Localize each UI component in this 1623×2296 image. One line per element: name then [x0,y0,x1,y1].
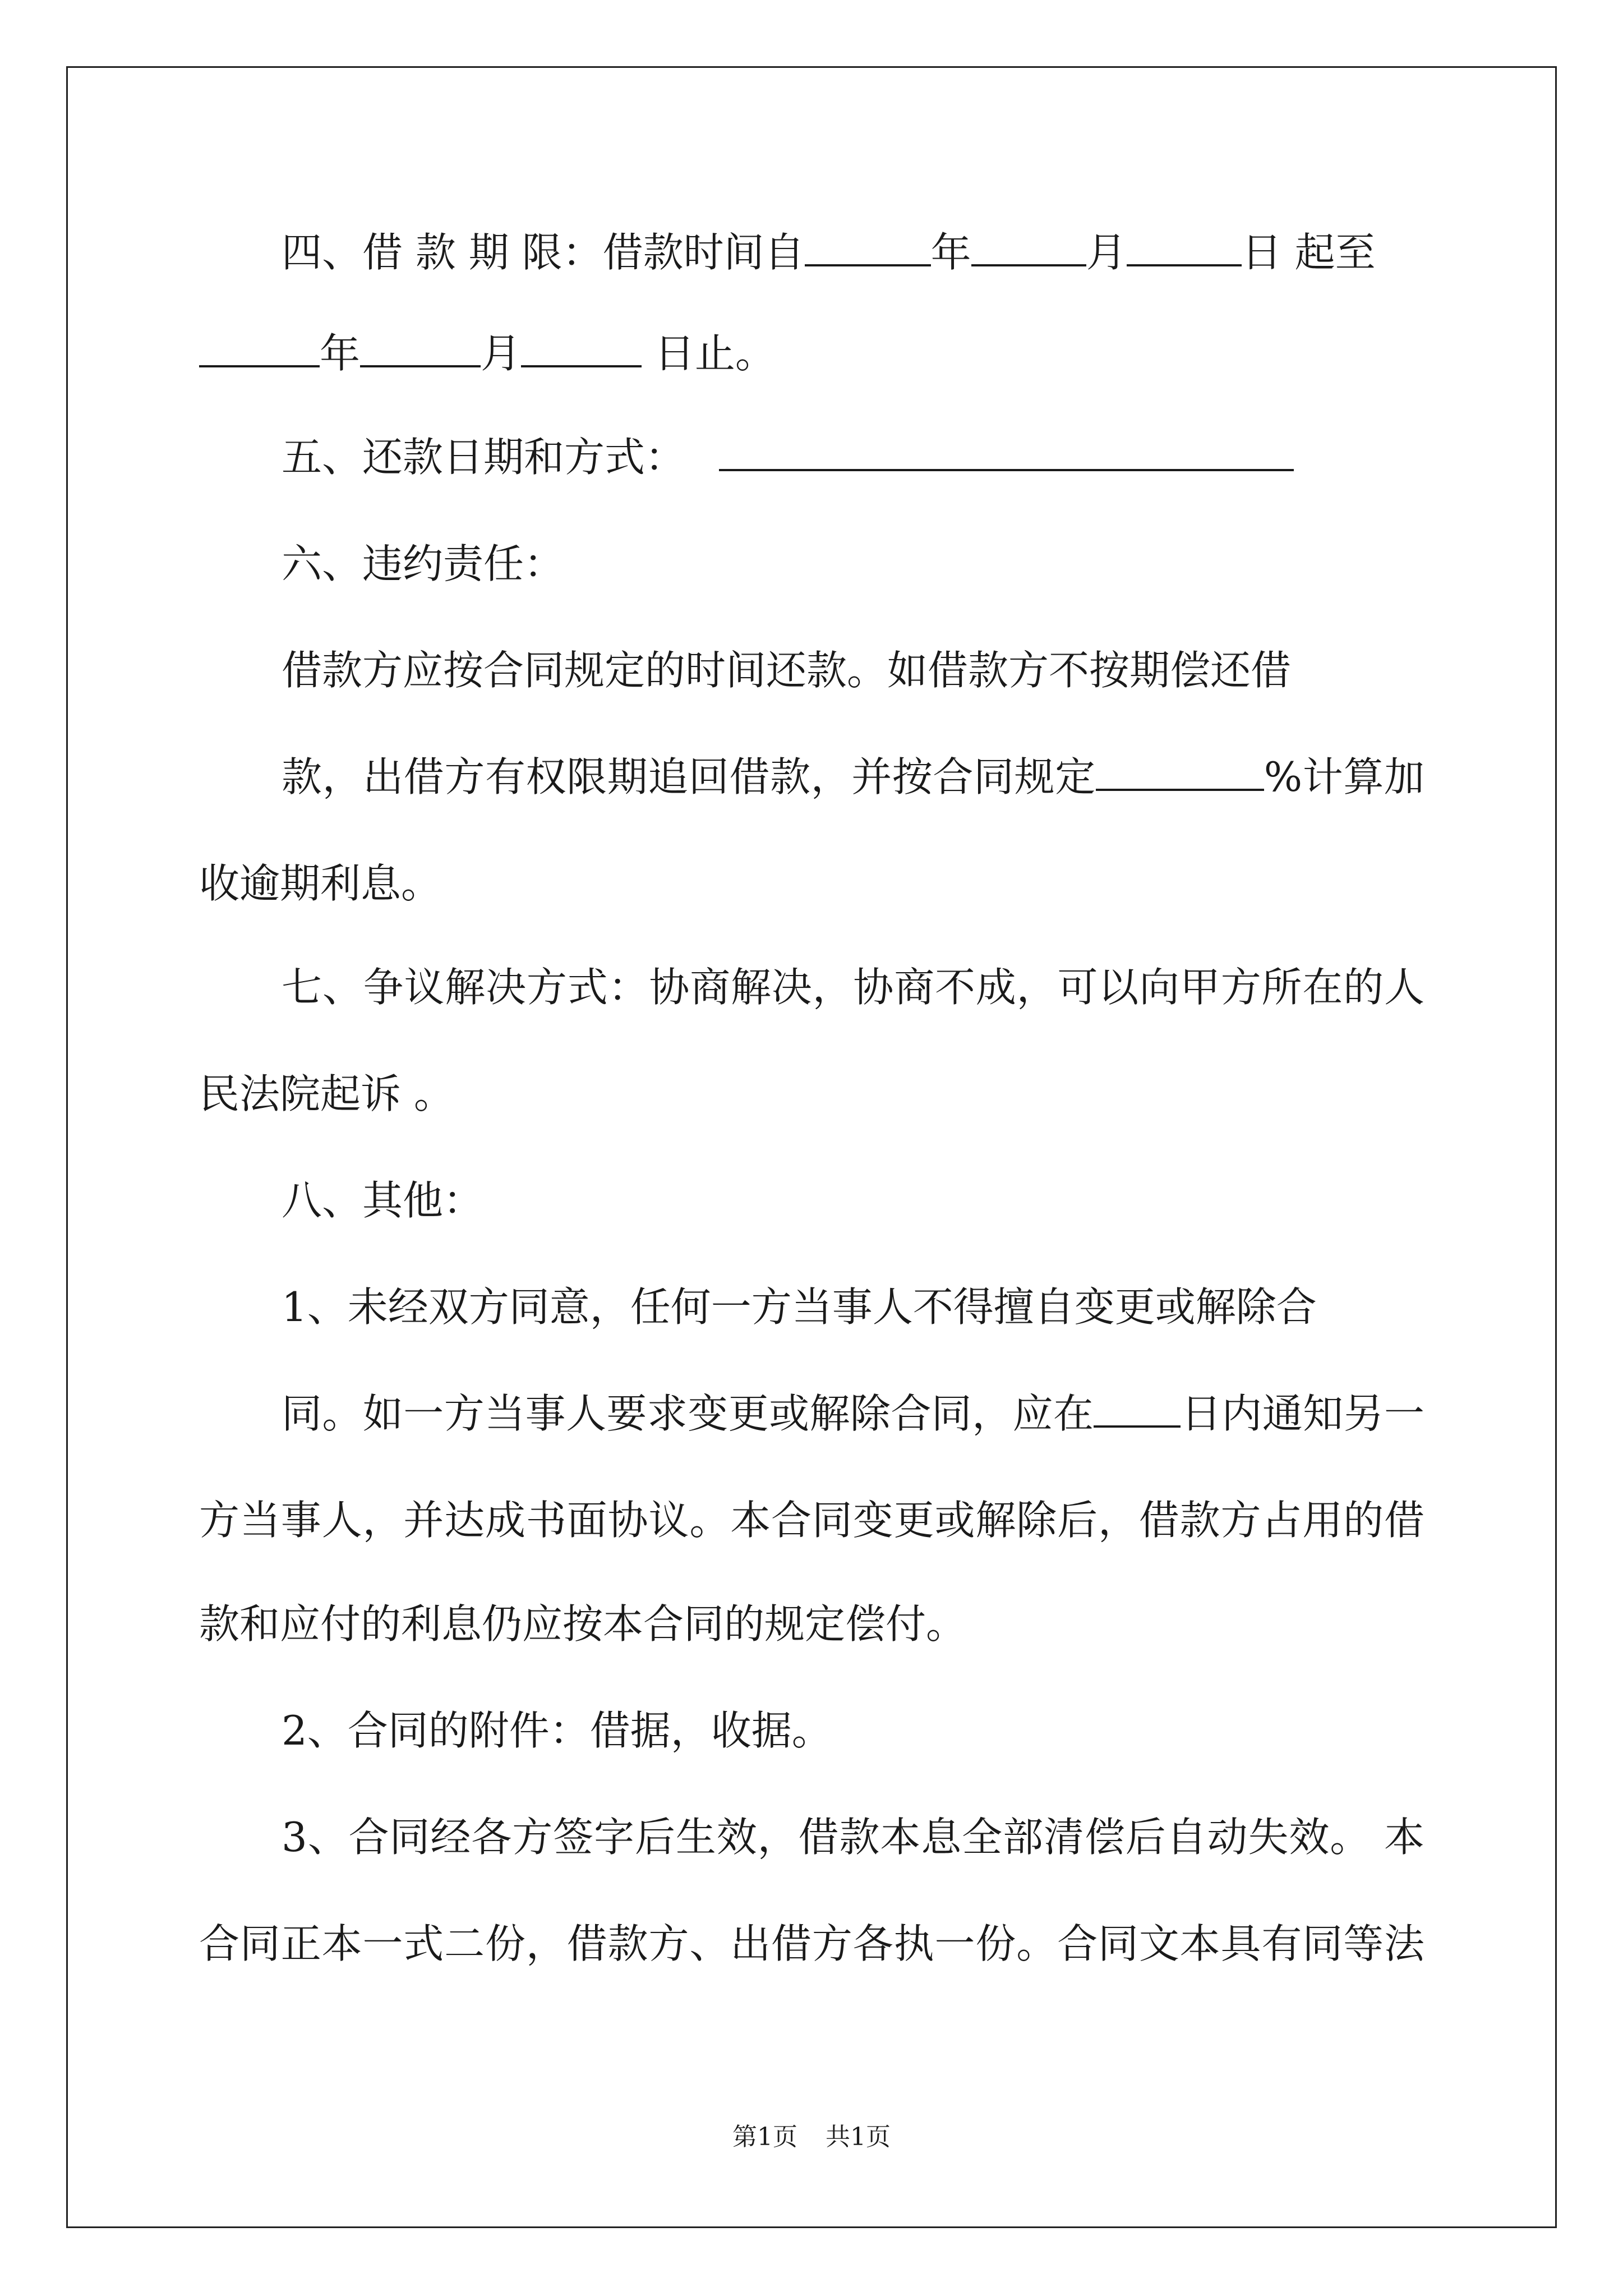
clause-8-item-1-line-2 [282,1386,1424,1442]
clause-8-item-1-line-4: 款和应付的利息仍应按本合同的规定偿付。 [199,1600,967,1648]
text-segment: 日内通知另一 [1181,1390,1424,1437]
clause-5-label: 五、还款日期和方式： [282,434,686,481]
month-label: 月 [1086,229,1127,276]
clause-8-item-3-line-1: 3、合同经各方签字后生效，借款本息全部清偿后自动失效。 本 [282,1814,1424,1861]
day-start-label: 日 起至 [1241,229,1376,276]
clause-4-line-1 [282,224,1376,280]
notice-days-blank[interactable] [1094,1391,1181,1428]
end-day-blank[interactable] [521,330,642,367]
start-day-blank[interactable] [1127,229,1242,266]
end-month-blank[interactable] [360,330,481,367]
text-segment: 款，出借方有权限期追回借款，并按合同规定 [282,753,1096,800]
page-footer [0,2120,1623,2154]
repayment-method-blank[interactable] [719,434,1294,471]
clause-6-paragraph-line-2 [282,749,1424,805]
day-end-label: 日止。 [642,330,776,377]
clause-8-item-3-line-2: 合同正本一式二份，借款方、出借方各执一份。合同文本具有同等法 [199,1920,1424,1967]
page-total: 共1页 [826,2123,891,2151]
clause-4-line-2 [199,325,776,381]
text-segment: %计算加 [1264,753,1424,800]
clause-6-paragraph-line-1: 借款方应按合同规定的时间还款。如借款方不按期偿还借 [282,647,1292,694]
end-year-blank[interactable] [199,330,320,367]
start-year-blank[interactable] [805,229,931,266]
year-label: 年 [320,330,361,377]
clause-6-paragraph-line-3: 收逾期利息。 [199,860,442,907]
page-border [66,66,1557,2228]
clause-6-heading: 六、违约责任： [282,540,565,587]
year-label: 年 [930,229,971,276]
page-current: 第1页 [732,2123,797,2151]
clause-8-item-2: 2、合同的附件：借据，收据。 [282,1707,832,1754]
clause-8-item-1-line-1: 1、未经双方同意，任何一方当事人不得擅自变更或解除合 [282,1283,1317,1331]
text-segment: 同。如一方当事人要求变更或解除合同，应在 [282,1390,1094,1437]
month-label: 月 [481,330,522,377]
interest-rate-blank[interactable] [1096,754,1264,791]
start-month-blank[interactable] [971,229,1086,266]
clause-8-heading: 八、其他： [282,1177,484,1224]
clause-4-label: 四、借 款 期 限：借款时间自 [282,229,805,276]
clause-7-line-2: 民法院起诉 。 [199,1070,454,1117]
clause-5 [282,429,1294,485]
clause-7-line-1: 七、争议解决方式：协商解决，协商不成，可以向甲方所在的人 [282,964,1424,1011]
clause-8-item-1-line-3: 方当事人，并达成书面协议。本合同变更或解除后，借款方占用的借 [199,1497,1424,1544]
